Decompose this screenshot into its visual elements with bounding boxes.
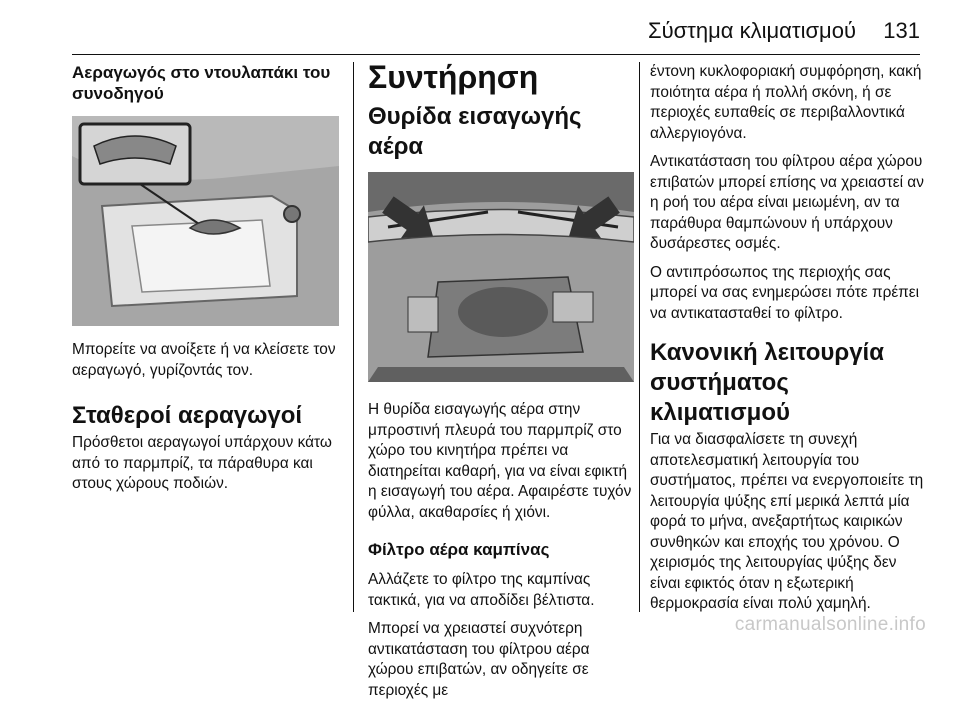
glovebox-vent-illustration [72,116,339,326]
heading-maintenance: Συντήρηση [368,59,539,95]
heading-cabin-filter: Φίλτρο αέρα καμπίνας [368,540,550,559]
para-cabin-filter-1: Αλλάζετε το φίλτρο της καμπίνας τακτικά, για να αποδίδει βέλτιστα. [368,571,595,609]
engine-bay-illustration [368,172,634,382]
engine-bay-svg [368,172,634,382]
para-air-inlet: Η θυρίδα εισαγωγής αέρα στην μπροστινή πλευρά του παρμπρίζ στο χώρο του κινητήρα πρέπει να διατηρείται καθαρή, για να είναι εφικτή η εισαγωγή του αέρα. Αφαιρέστε τυχόν φύλλα, ακαθαρσίες ή χιόνι. [368,401,632,521]
glovebox-illustration-svg [72,116,339,326]
para-fixed-vents: Πρόσθετοι αεραγωγοί υπάρχουν κάτω από το παρμπρίζ, τα πάραθυρα και στους χώρους ποδιών. [72,434,332,492]
column-middle [368,58,634,701]
column-left [72,62,340,495]
column-divider [353,62,354,612]
para-normal-operation: Για να διασφαλίσετε τη συνεχή αποτελεσματική λειτουργία του συστήματος, πρέπει να ενεργοποιείτε τη λειτουργία ψύξης επί μερικά λεπτά μία φορά το μήνα, ανεξαρτήτως καιρικών συνθηκών και εποχής του χρόνου. Ο χειρισμός της λειτουργίας ψύξης δεν είναι εφικτός όταν η εξωτερική θερμοκρασία είναι πολύ χαμηλή. [650,431,924,612]
header-rule [72,54,920,55]
running-title: Σύστημα κλιματισμού [647,18,856,43]
heading-normal-operation: Κανονική λειτουργία συστήματος κλιματισμού [650,339,884,426]
heading-fixed-vents: Σταθεροί αεραγωγοί [72,402,303,429]
watermark: carmanualsonline.info [734,614,926,635]
para-dealer-info: Ο αντιπρόσωπος της περιοχής σας μπορεί να σας ενημερώσει πότε πρέπει να αντικατασταθεί το φίλτρο. [650,263,920,322]
heading-air-inlet: Θυρίδα εισαγωγής αέρα [368,103,582,160]
heading-glovebox-vent: Αεραγωγός στο ντουλαπάκι του συνοδηγού [72,63,331,103]
para-filter-continued: έντονη κυκλοφοριακή συμφόρηση, κακή ποιότητα αέρα ή πολλή σκόνη, ή σε περιοχές ευπαθείς σε περιβαλλοντικά αλλεργιογόνα. [650,63,922,142]
page-header [0,12,960,48]
column-divider [639,62,640,612]
column-right [650,62,925,615]
para-filter-replacement: Αντικατάσταση του φίλτρου αέρα χώρου επιβατών μπορεί επίσης να χρειαστεί αν η ροή του αέρα είναι μειωμένη, αν τα παράθυρα θαμπώνουν ή υπάρχουν δυσάρεστες οσμές. [650,153,924,252]
page-number: 131 [883,18,920,43]
para-glovebox-vent: Μπορείτε να ανοίξετε ή να κλείσετε τον αεραγωγό, γυρίζοντάς τον. [72,341,336,379]
para-cabin-filter-2: Μπορεί να χρειαστεί συχνότερη αντικατάσταση του φίλτρου αέρα χώρου επιβατών, αν οδηγείτε σε περιοχές με [368,620,590,699]
